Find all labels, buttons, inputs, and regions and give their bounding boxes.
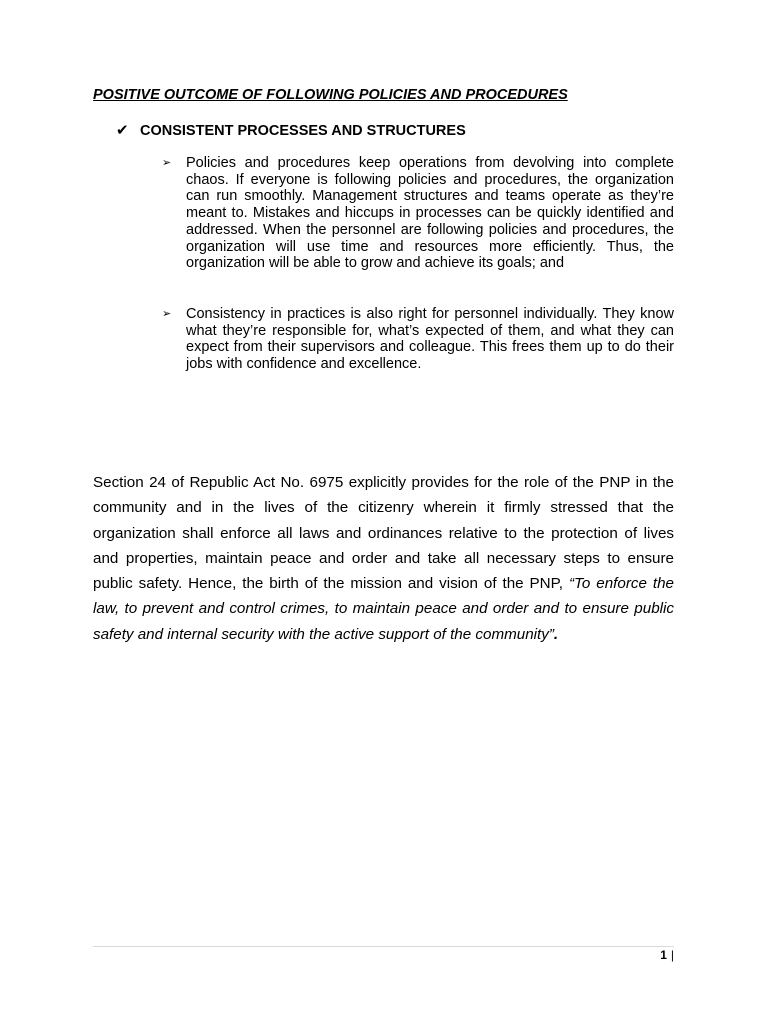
page-number (660, 948, 674, 962)
arrow-bullet-icon: ➢ (162, 307, 172, 320)
paragraph-text: Section 24 of Republic Act No. 6975 explicitly provides for the role of the PNP in the community and in the lives of the citizenry wherein it firmly stressed that the organization shall enforce all laws and ordinances relative to the protection of lives and properties, maintain peace and order and take all necessary steps to ensure public safety. Hence, the birth of the mission and vision of the PNP, (93, 474, 674, 593)
bullet-text: Consistency in practices is also right for personnel individually. They know what they’re responsible for, what’s expected of them, and what they can expect from their supervisors and colleague. This frees them up to do their jobs with confidence and excellence. (186, 306, 674, 373)
bullet-item (162, 155, 674, 272)
bullet-text: Policies and procedures keep operations from devolving into complete chaos. If everyone is following policies and procedures, the organization can run smoothly. Management structures and teams operate as they’re meant to. Mistakes and hiccups in processes can be quickly identified and addressed. When the personnel are following policies and procedures, the organization will use time and resources more efficiently. Thus, the organization will be able to grow and achieve its goals; and (186, 155, 674, 272)
arrow-bullet-icon: ➢ (162, 156, 172, 169)
section-heading (116, 121, 466, 139)
document-title: POSITIVE OUTCOME OF FOLLOWING POLICIES AND PROCEDURES (93, 87, 568, 103)
bullet-item (162, 306, 674, 373)
section-heading-text: CONSISTENT PROCESSES AND STRUCTURES (140, 123, 466, 139)
paragraph-end: . (553, 625, 559, 643)
mission-quote: “To enforce the law, to prevent and control crimes, to maintain peace and order and to ensure public safety and internal security with the active support of the community” (93, 575, 674, 643)
checkmark-icon: ✔ (116, 121, 129, 139)
body-paragraph (93, 470, 674, 647)
page-number-separator: | (670, 948, 674, 962)
page-number-value: 1 (660, 948, 667, 962)
footer-divider (93, 946, 674, 947)
